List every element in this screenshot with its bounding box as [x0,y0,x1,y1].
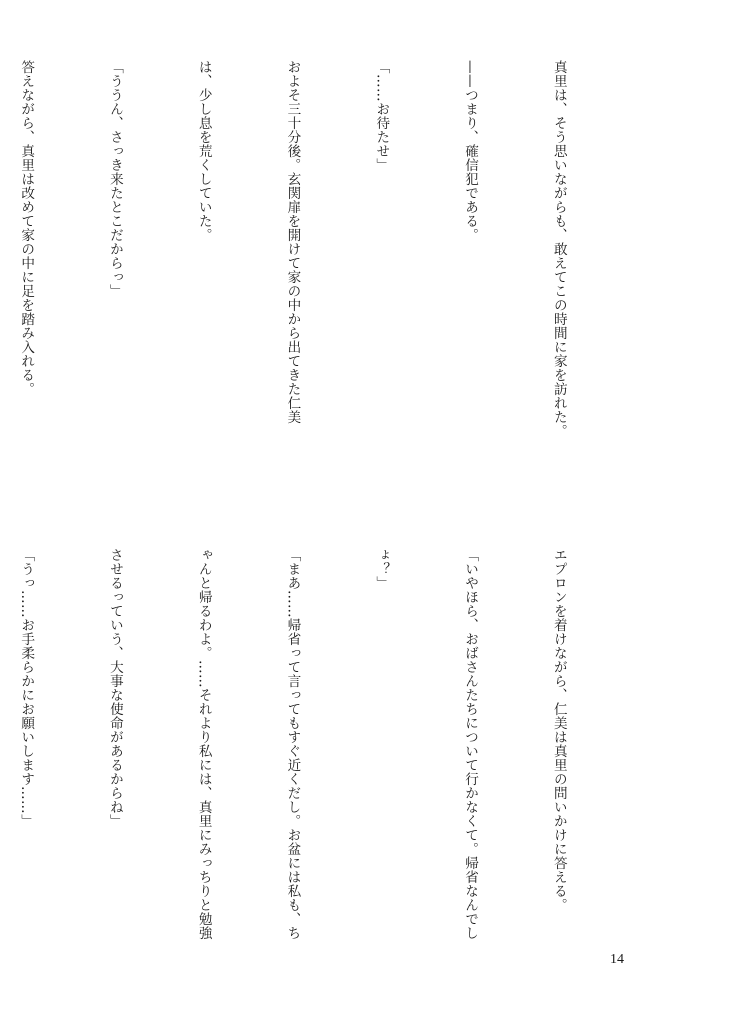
text-line: 「……お待たせ」 [373,60,390,172]
text-line: ゃんと帰るわよ。……それより私には、真里にみっちりと勉強 [195,548,212,940]
text-line: 真里は、そう思いながらも、敢えてこの時間に家を訪れた。 [550,60,567,438]
page-number: 14 [610,952,624,967]
text-line: 「ううん、さっき来たとこだからっ」 [106,60,123,298]
text-block-bottom [18,548,632,948]
text-line: ょ？」 [373,548,390,590]
text-line: させるっていう、大事な使命があるからね」 [106,548,123,828]
text-line: 「まあ……帰省って言ってもすぐ近くだし。お盆には私も、ち [284,548,301,940]
text-line: は、少し息を荒くしていた。 [195,60,212,242]
text-block-top [18,60,632,500]
text-line: 答えながら、真里は改めて家の中に足を踏み入れる。 [18,60,35,396]
text-line: エプロンを着けながら、仁美は真里の問いかけに答える。 [550,548,567,912]
text-line: ——つまり、確信犯である。 [462,60,479,242]
text-line: およそ三十分後。玄関扉を開けて家の中から出てきた仁美 [284,60,301,424]
text-line: 「うっ……お手柔らかにお願いします……」 [18,548,35,828]
text-line: 「いやほら、おばさんたちについて行かなくて。帰省なんでし [462,548,479,940]
